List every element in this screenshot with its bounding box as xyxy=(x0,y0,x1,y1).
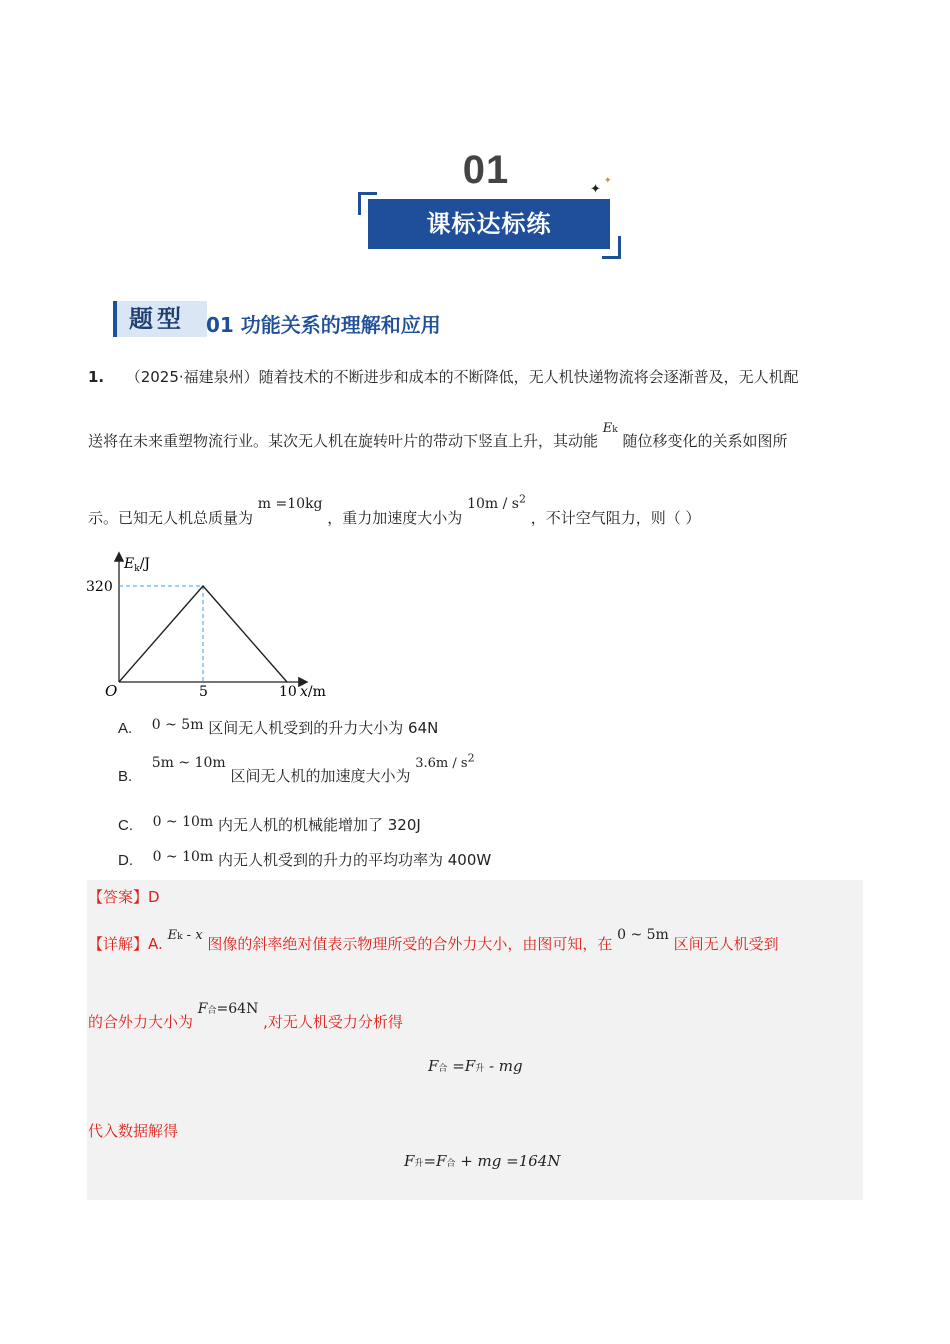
detail-text-2: 的合外力大小为 xyxy=(88,1013,194,1031)
detail-text-1: 图像的斜率绝对值表示物理所受的合外力大小，由图可知，在 xyxy=(207,935,613,953)
y-tick-320: 320 xyxy=(86,579,113,595)
gravity-expression: $10m / s^2$ xyxy=(467,492,526,512)
question-text-3b: ，重力加速度大小为 xyxy=(327,509,463,527)
option-a-label: A. xyxy=(118,720,133,737)
banner-bracket-bottom-right xyxy=(602,236,621,259)
option-c-math: 0 ~ 10m xyxy=(152,814,214,830)
type-title: 01 功能关系的理解和应用 xyxy=(206,313,441,337)
answer-label: 【答案】 xyxy=(88,888,149,906)
section-number: 01 xyxy=(462,148,510,192)
option-d-math: 0 ~ 10m xyxy=(152,849,214,865)
detail-text-3: 代入数据解得 xyxy=(88,1122,179,1140)
ek-symbol: Ek xyxy=(602,421,618,436)
option-a-text: 区间无人机受到的升力大小为 64N xyxy=(208,719,439,737)
sparkle-icon: ✦ xyxy=(590,182,601,197)
x-tick-10: 10 xyxy=(279,684,297,700)
y-axis-label: $E_k/J$ xyxy=(124,556,151,574)
question-text-3c: ，不计空气阻力，则（ ） xyxy=(530,509,701,527)
detail-line-2 xyxy=(88,1001,403,1032)
question-text-1: 随着技术的不断进步和成本的不断降低，无人机快递物流将会逐渐普及，无人机配 xyxy=(258,368,799,386)
detail-option: A. xyxy=(148,935,163,953)
question-text-3a: 示。已知无人机总质量为 xyxy=(88,509,254,527)
option-a[interactable] xyxy=(118,717,438,738)
equation-2: F升=F合 + mg =164N xyxy=(404,1152,561,1170)
section-title: 课标达标练 xyxy=(426,210,552,238)
option-b-math2: $3.6m / s^2$ xyxy=(415,751,475,771)
question-line-1 xyxy=(88,366,799,387)
ek-x-expression: Ek - x xyxy=(167,928,203,943)
net-force-expression: F合=64N xyxy=(197,1001,259,1017)
detail-text-1b: 区间无人机受到 xyxy=(673,935,779,953)
mass-expression: m =10kg xyxy=(257,496,323,512)
question-line-3 xyxy=(88,492,701,528)
option-b-label: B. xyxy=(118,768,133,785)
option-d-text: 内无人机受到的升力的平均功率为 400W xyxy=(217,851,492,869)
option-b[interactable] xyxy=(118,751,475,786)
detail-text-2b: ,对无人机受力分析得 xyxy=(263,1013,403,1031)
option-c-text: 内无人机的机械能增加了 320J xyxy=(217,816,421,834)
question-source: （2025·福建泉州） xyxy=(125,368,259,386)
x-axis-label: x/m xyxy=(300,684,326,700)
detail-range: 0 ~ 5m xyxy=(617,927,669,943)
question-text-2a: 送将在未来重塑物流行业。某次无人机在旋转叶片的带动下竖直上升，其动能 xyxy=(88,432,599,450)
detail-label: 【详解】 xyxy=(88,935,149,953)
equation-1: F合 =F升 - mg xyxy=(428,1057,523,1075)
question-text-2b: 随位移变化的关系如图所 xyxy=(622,432,788,450)
sparkle-small-icon: ✦ xyxy=(604,176,612,186)
option-b-text: 区间无人机的加速度大小为 xyxy=(230,767,411,785)
option-d[interactable] xyxy=(118,849,491,870)
option-a-math: 0 ~ 5m xyxy=(151,717,204,733)
origin-label: O xyxy=(105,682,118,700)
option-d-label: D. xyxy=(118,852,133,869)
option-c-label: C. xyxy=(118,817,133,834)
question-line-2 xyxy=(88,421,788,451)
type-badge: 题型 xyxy=(129,304,185,333)
ek-x-chart xyxy=(84,548,344,708)
question-number: 1. xyxy=(88,368,105,386)
option-c[interactable] xyxy=(118,814,421,835)
detail-line-1 xyxy=(88,927,779,954)
x-tick-5: 5 xyxy=(199,684,208,700)
answer-line xyxy=(88,886,160,907)
answer-value: D xyxy=(148,888,160,906)
option-b-math: 5m ~ 10m xyxy=(151,755,226,771)
detail-line-3 xyxy=(88,1120,178,1141)
